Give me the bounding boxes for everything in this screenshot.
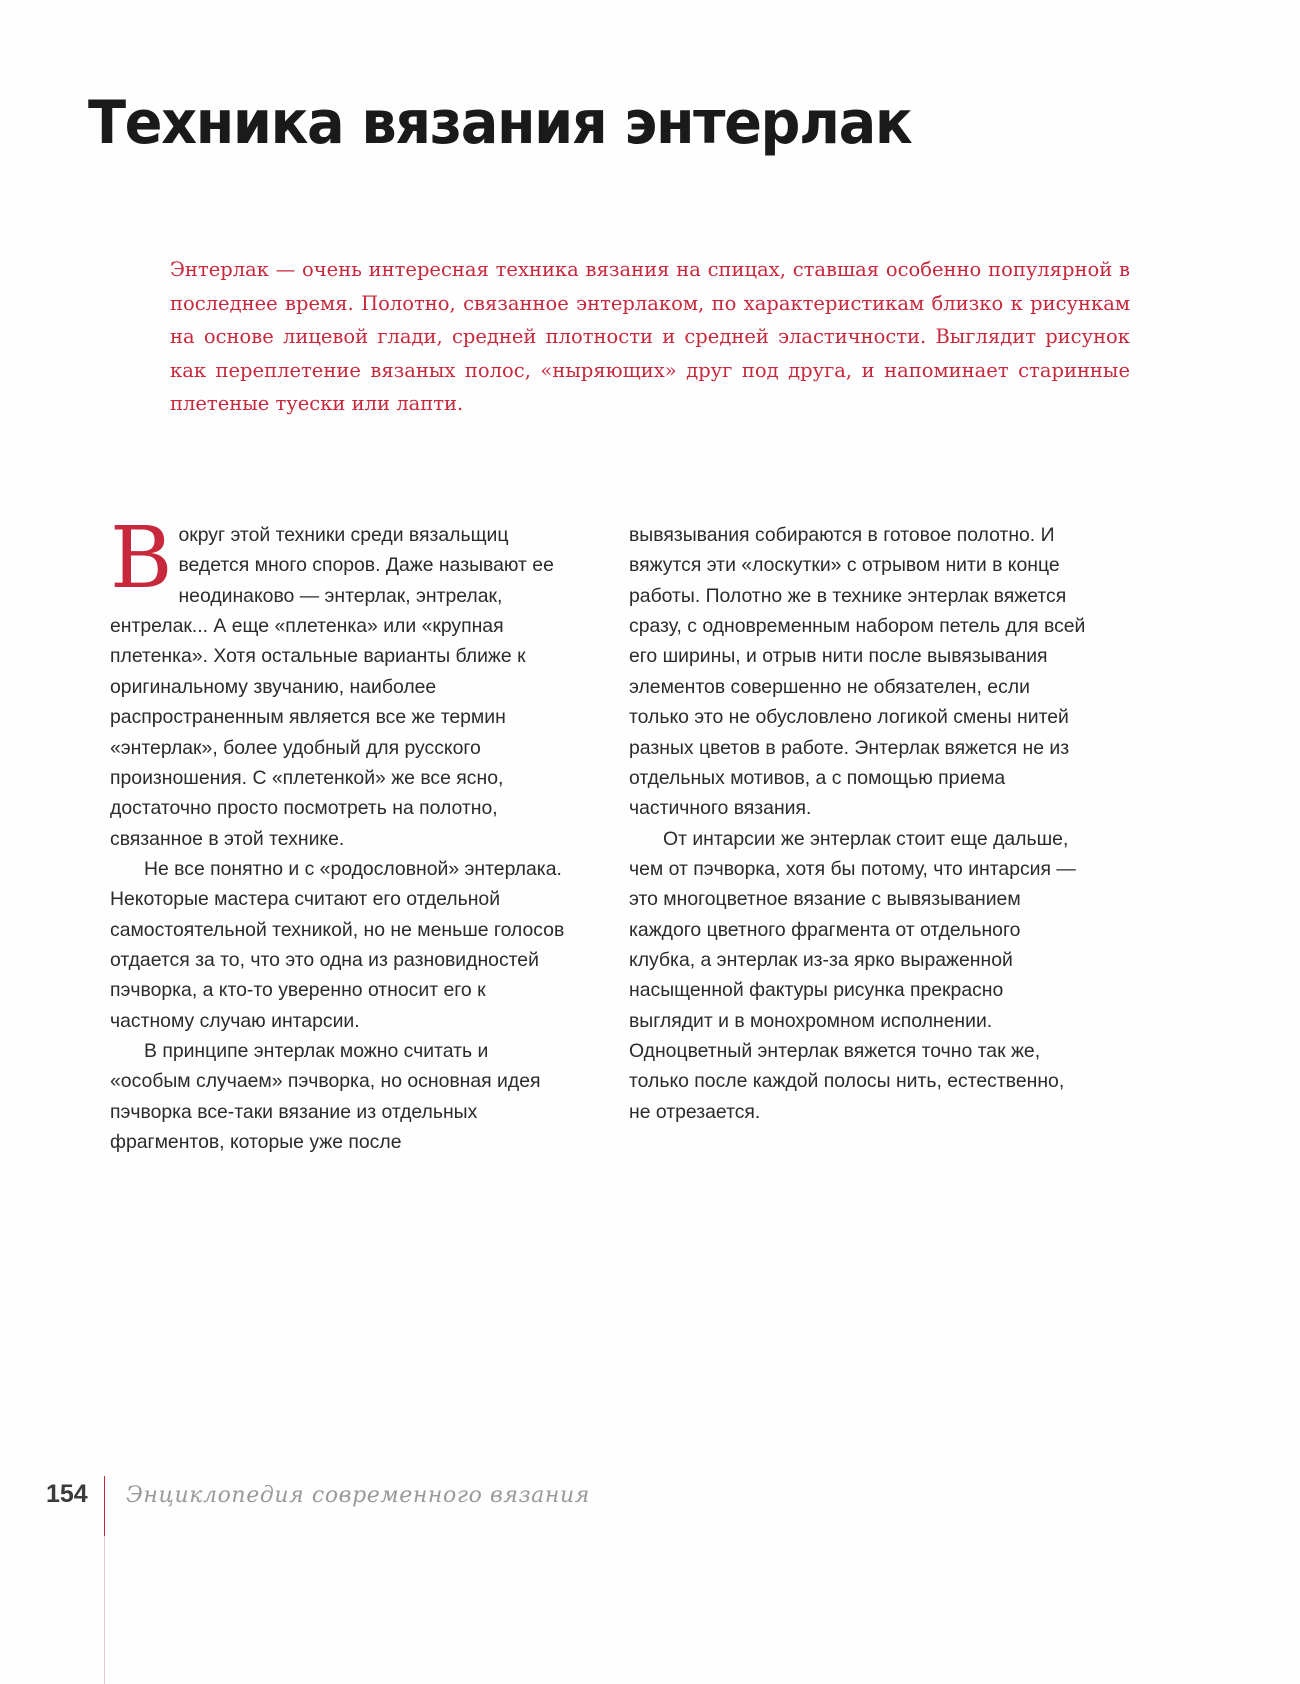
left-paragraph-2: Не все понятно и с «родословной» энтерлака. Некоторые мастера считают его отдельной самостоятельной техникой, но не меньше голосов отдается за то, что это одна из разновидностей пэчворка, а кто-то уверенно относит его к частному случаю интарсии.: [110, 857, 565, 1032]
right-paragraph-2: От интарсии же энтерлак стоит еще дальше, чем от пэчворка, хотя бы потому, что интарсия — это многоцветное вязание с вывязыванием каждого цветного фрагмента от отдельного клубка, а энтерлак из-за ярко выраженной насыщенной фактуры рисунка прекрасно выглядит и в монохромном исполнении. Одноцветный энтерлак вяжется точно так же, только после каждой полосы нить, естественно, не отрезается.: [629, 827, 1076, 1123]
footer-book-title: Энциклопедия современного вязания: [126, 1483, 590, 1508]
left-column: [110, 509, 571, 1158]
left-paragraph-1: [110, 509, 571, 854]
right-paragraph-1: вывязывания собираются в готовое полотно. И вяжутся эти «лоскутки» с отрывом нити в конце работы. Полотно же в технике энтерлак вяжется сразу, с одновременным набором петель для всей его ширины, и отрыв нити после вывязывания элементов совершенно не обязателен, если только это не обусловлено логикой смены нитей разных цветов в работе. Энтерлак вяжется не из отдельных мотивов, а с помощью приема частичного вязания.: [629, 524, 1086, 820]
left-paragraph-3: В принципе энтерлак можно считать и «особым случаем» пэчворка, но основная идея пэчворка все-таки вязание из отдельных фрагментов, которые уже после: [110, 1040, 541, 1154]
drop-cap: В: [110, 509, 173, 608]
footer-divider: [104, 1476, 105, 1536]
left-paragraph-1-text: округ этой техники среди вязальщиц ведется много споров. Даже называют ее неодинаково — энтерлак, энтрелак, ентрелак... А еще «плетенка» или «крупная плетенка». Хотя остальные варианты ближе к оригинальному звучанию, наиболее распространенным является все же термин «энтерлак», более удобный для русского произношения. С «плетенкой» же все ясно, достаточно просто посмотреть на полотно, связанное в этой технике.: [110, 524, 554, 850]
footer-vertical-rule: [104, 1536, 105, 1684]
lead-paragraph: Энтерлак — очень интересная техника вязания на спицах, ставшая особенно популярной в последнее время. Полотно, связанное энтерлаком, по характеристикам близко к рисункам на основе лицевой глади, средней плотности и средней эластичности. Выглядит рисунок как переплетение вязаных полос, «ныряющих» друг под друга, и напоминает старинные плетеные туески или лапти.: [170, 258, 1130, 416]
page-title: Техника вязания энтерлак: [88, 88, 912, 159]
footer-page-number: 154: [46, 1480, 88, 1508]
body-columns: [110, 509, 1090, 1158]
right-column: [629, 520, 1090, 1158]
